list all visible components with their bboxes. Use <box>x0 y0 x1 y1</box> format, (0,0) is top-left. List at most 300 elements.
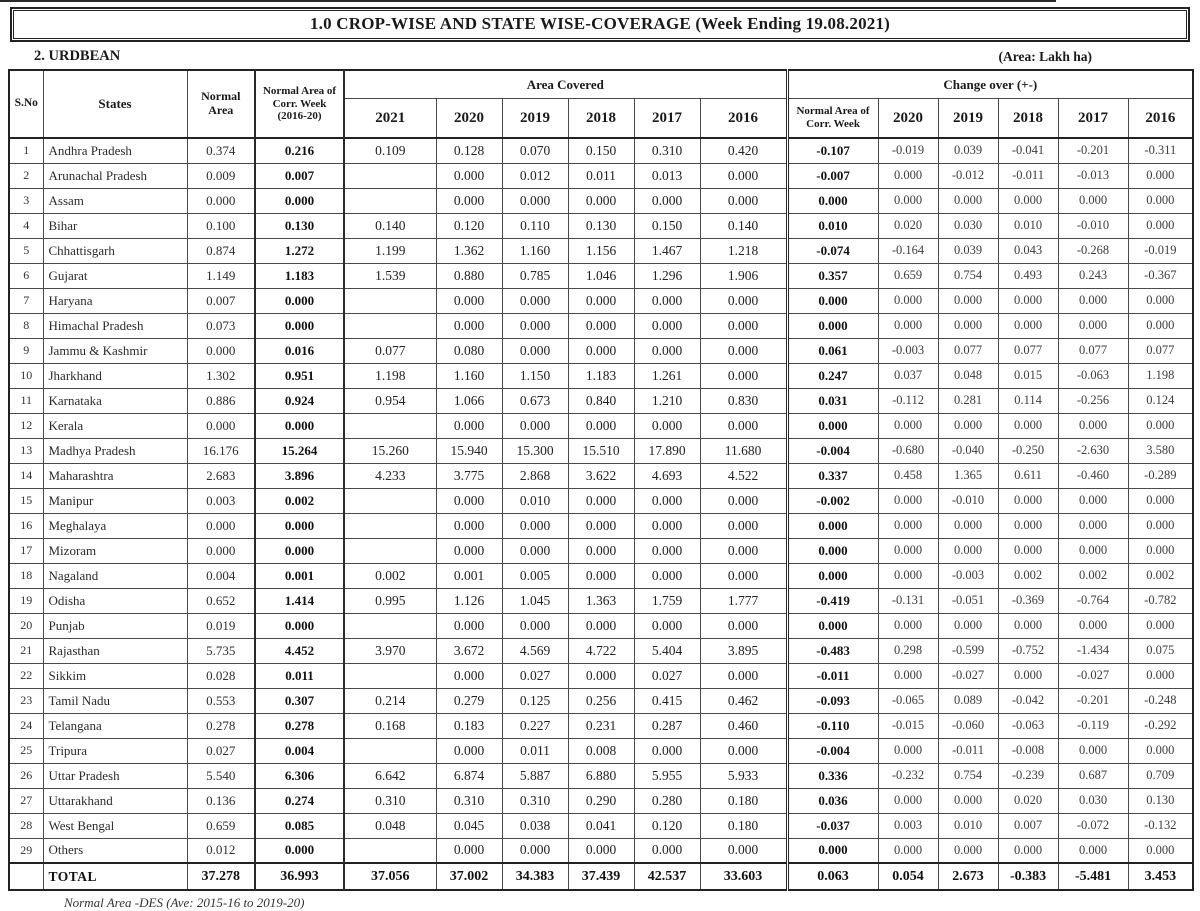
row-change-2019: 0.000 <box>938 313 998 338</box>
row-change-2019: -0.010 <box>938 488 998 513</box>
row-change-2019: -0.011 <box>938 738 998 763</box>
row-normal-area: 0.000 <box>187 513 255 538</box>
table-row <box>9 138 1193 163</box>
row-change-2019: 0.000 <box>938 538 998 563</box>
row-change-2018: -0.041 <box>998 138 1058 163</box>
row-corr-week-area: 0.924 <box>255 388 344 413</box>
row-area-2020: 0.000 <box>436 613 502 638</box>
row-change-corr-week: -0.004 <box>787 738 878 763</box>
row-area-2017: 1.296 <box>634 263 700 288</box>
row-area-2021 <box>344 513 436 538</box>
row-state: Bihar <box>43 213 187 238</box>
row-change-2018: 0.000 <box>998 413 1058 438</box>
row-sno: 10 <box>9 363 43 388</box>
row-change-2017: 0.243 <box>1058 263 1128 288</box>
header-normal-area: Normal Area <box>187 70 255 138</box>
table-row <box>9 438 1193 463</box>
row-area-2018: 15.510 <box>568 438 634 463</box>
row-change-2020: -0.164 <box>878 238 938 263</box>
row-normal-area: 0.100 <box>187 213 255 238</box>
row-area-2018: 0.000 <box>568 663 634 688</box>
table-row <box>9 638 1193 663</box>
row-area-2017: 0.000 <box>634 738 700 763</box>
row-change-2017: -2.630 <box>1058 438 1128 463</box>
row-change-2020: -0.003 <box>878 338 938 363</box>
row-area-2021: 0.002 <box>344 563 436 588</box>
header-area-2017: 2017 <box>634 99 700 139</box>
row-area-2019: 0.011 <box>502 738 568 763</box>
row-change-corr-week: 0.337 <box>787 463 878 488</box>
row-area-2016: 0.000 <box>700 363 787 388</box>
row-area-2018: 0.000 <box>568 563 634 588</box>
row-area-2016: 4.522 <box>700 463 787 488</box>
table-header <box>9 70 1193 138</box>
row-normal-area: 0.136 <box>187 788 255 813</box>
row-area-2020: 0.000 <box>436 188 502 213</box>
row-change-2019: 0.030 <box>938 213 998 238</box>
row-area-2021: 4.233 <box>344 463 436 488</box>
row-sno: 28 <box>9 813 43 838</box>
header-change-2020: 2020 <box>878 99 938 139</box>
row-change-2018: 0.007 <box>998 813 1058 838</box>
row-area-2017: 0.013 <box>634 163 700 188</box>
row-area-2018: 1.363 <box>568 588 634 613</box>
row-area-2019: 0.110 <box>502 213 568 238</box>
total-label: TOTAL <box>43 863 187 890</box>
table-row <box>9 613 1193 638</box>
table-row <box>9 288 1193 313</box>
row-change-corr-week: 0.061 <box>787 338 878 363</box>
row-state: Nagaland <box>43 563 187 588</box>
row-change-2016: 0.002 <box>1128 563 1193 588</box>
row-change-2017: 0.000 <box>1058 538 1128 563</box>
row-area-2018: 3.622 <box>568 463 634 488</box>
row-change-corr-week: 0.000 <box>787 838 878 863</box>
row-corr-week-area: 6.306 <box>255 763 344 788</box>
row-area-2020: 1.160 <box>436 363 502 388</box>
row-change-2018: 0.000 <box>998 838 1058 863</box>
row-change-2020: 0.000 <box>878 838 938 863</box>
scan-artifact-line <box>0 0 1056 2</box>
row-sno: 24 <box>9 713 43 738</box>
row-area-2020: 0.120 <box>436 213 502 238</box>
row-sno: 20 <box>9 613 43 638</box>
row-change-2020: 0.458 <box>878 463 938 488</box>
row-change-corr-week: -0.483 <box>787 638 878 663</box>
row-area-2018: 4.722 <box>568 638 634 663</box>
row-area-2017: 0.000 <box>634 188 700 213</box>
row-change-2018: 0.493 <box>998 263 1058 288</box>
row-normal-area: 1.302 <box>187 363 255 388</box>
row-change-2020: 0.000 <box>878 163 938 188</box>
row-normal-area: 5.540 <box>187 763 255 788</box>
row-area-2021: 0.954 <box>344 388 436 413</box>
row-change-2019: 0.000 <box>938 413 998 438</box>
row-area-2016: 5.933 <box>700 763 787 788</box>
row-area-2017: 0.000 <box>634 288 700 313</box>
row-change-2016: 0.130 <box>1128 788 1193 813</box>
row-area-2016: 0.000 <box>700 313 787 338</box>
row-change-2016: -0.019 <box>1128 238 1193 263</box>
row-area-2018: 0.000 <box>568 338 634 363</box>
row-area-2021: 3.970 <box>344 638 436 663</box>
row-change-2016: 0.000 <box>1128 538 1193 563</box>
row-change-2018: 0.000 <box>998 488 1058 513</box>
row-area-2016: 0.000 <box>700 613 787 638</box>
row-area-2017: 1.261 <box>634 363 700 388</box>
row-area-2018: 0.000 <box>568 313 634 338</box>
row-area-2018: 0.000 <box>568 413 634 438</box>
row-area-2019: 0.012 <box>502 163 568 188</box>
row-change-2017: 0.030 <box>1058 788 1128 813</box>
row-area-2020: 3.672 <box>436 638 502 663</box>
row-state: Uttarakhand <box>43 788 187 813</box>
row-change-corr-week: 0.010 <box>787 213 878 238</box>
row-area-2020: 6.874 <box>436 763 502 788</box>
row-area-2017: 5.955 <box>634 763 700 788</box>
row-area-2020: 0.000 <box>436 413 502 438</box>
row-change-2016: 0.709 <box>1128 763 1193 788</box>
row-change-2020: 0.000 <box>878 488 938 513</box>
row-area-2019: 0.785 <box>502 263 568 288</box>
row-change-2016: 0.000 <box>1128 738 1193 763</box>
table-row <box>9 538 1193 563</box>
row-change-2018: -0.063 <box>998 713 1058 738</box>
header-area-2016: 2016 <box>700 99 787 139</box>
row-change-2019: 0.754 <box>938 763 998 788</box>
row-change-corr-week: 0.000 <box>787 513 878 538</box>
row-area-2020: 0.310 <box>436 788 502 813</box>
row-area-2020: 0.000 <box>436 313 502 338</box>
row-change-2016: 0.075 <box>1128 638 1193 663</box>
footer-note: Normal Area -DES (Ave: 2015-16 to 2019-20) <box>64 895 305 910</box>
row-area-2020: 0.183 <box>436 713 502 738</box>
row-state: Andhra Pradesh <box>43 138 187 163</box>
row-corr-week-area: 0.000 <box>255 613 344 638</box>
row-area-2020: 1.066 <box>436 388 502 413</box>
row-change-2019: 0.089 <box>938 688 998 713</box>
row-area-2021 <box>344 613 436 638</box>
row-state: Tamil Nadu <box>43 688 187 713</box>
table-row <box>9 388 1193 413</box>
row-normal-area: 0.073 <box>187 313 255 338</box>
row-change-2016: 0.000 <box>1128 663 1193 688</box>
header-sno: S.No <box>9 70 43 138</box>
row-change-2017: 0.687 <box>1058 763 1128 788</box>
row-change-2018: 0.077 <box>998 338 1058 363</box>
table-row <box>9 588 1193 613</box>
row-change-2016: -0.289 <box>1128 463 1193 488</box>
row-area-2017: 0.000 <box>634 488 700 513</box>
row-area-2017: 1.759 <box>634 588 700 613</box>
row-area-2018: 0.150 <box>568 138 634 163</box>
row-change-2018: 0.000 <box>998 288 1058 313</box>
row-area-2020: 0.000 <box>436 513 502 538</box>
report-title-box <box>10 7 1190 42</box>
row-change-2017: 0.000 <box>1058 513 1128 538</box>
row-change-2019: 0.000 <box>938 838 998 863</box>
row-sno: 7 <box>9 288 43 313</box>
row-area-2021: 0.214 <box>344 688 436 713</box>
row-area-2020: 1.126 <box>436 588 502 613</box>
row-change-corr-week: 0.000 <box>787 188 878 213</box>
row-change-2019: 0.010 <box>938 813 998 838</box>
row-area-2016: 11.680 <box>700 438 787 463</box>
row-area-2017: 0.000 <box>634 838 700 863</box>
row-sno: 17 <box>9 538 43 563</box>
row-area-2016: 1.906 <box>700 263 787 288</box>
row-area-2016: 0.140 <box>700 213 787 238</box>
row-change-2019: 0.000 <box>938 613 998 638</box>
row-area-2021 <box>344 488 436 513</box>
row-sno: 18 <box>9 563 43 588</box>
row-area-2019: 1.150 <box>502 363 568 388</box>
row-area-2017: 0.280 <box>634 788 700 813</box>
coverage-table <box>8 69 1194 891</box>
row-change-2020: 0.000 <box>878 513 938 538</box>
row-area-2019: 0.000 <box>502 338 568 363</box>
table-row <box>9 363 1193 388</box>
row-area-2019: 0.000 <box>502 188 568 213</box>
row-area-2017: 0.000 <box>634 563 700 588</box>
row-change-2019: -0.003 <box>938 563 998 588</box>
row-normal-area: 37.278 <box>187 863 255 890</box>
header-change-corr-week: Normal Area of Corr. Week <box>787 99 878 139</box>
row-area-2021: 0.168 <box>344 713 436 738</box>
row-normal-area: 1.149 <box>187 263 255 288</box>
table-body <box>9 138 1193 890</box>
row-change-corr-week: 0.000 <box>787 613 878 638</box>
row-normal-area: 0.874 <box>187 238 255 263</box>
row-area-2018: 1.156 <box>568 238 634 263</box>
table-row <box>9 488 1193 513</box>
row-area-2021: 37.056 <box>344 863 436 890</box>
row-area-2016: 0.000 <box>700 163 787 188</box>
row-state: Chhattisgarh <box>43 238 187 263</box>
row-change-corr-week: -0.093 <box>787 688 878 713</box>
row-change-corr-week: -0.004 <box>787 438 878 463</box>
row-change-2019: -0.051 <box>938 588 998 613</box>
table-total-row <box>9 863 1193 890</box>
row-change-2019: 0.000 <box>938 788 998 813</box>
row-corr-week-area: 0.216 <box>255 138 344 163</box>
row-change-2018: 0.015 <box>998 363 1058 388</box>
row-area-2020: 3.775 <box>436 463 502 488</box>
row-change-2017: -5.481 <box>1058 863 1128 890</box>
row-change-2016: 0.000 <box>1128 613 1193 638</box>
row-area-2020: 0.001 <box>436 563 502 588</box>
row-change-2016: -0.311 <box>1128 138 1193 163</box>
row-normal-area: 0.000 <box>187 338 255 363</box>
row-area-2020: 0.000 <box>436 163 502 188</box>
table-row <box>9 338 1193 363</box>
row-change-2020: -0.232 <box>878 763 938 788</box>
row-area-2021 <box>344 163 436 188</box>
row-area-2020: 1.362 <box>436 238 502 263</box>
row-normal-area: 2.683 <box>187 463 255 488</box>
row-area-2021: 0.140 <box>344 213 436 238</box>
row-state: Maharashtra <box>43 463 187 488</box>
row-area-2017: 1.467 <box>634 238 700 263</box>
row-corr-week-area: 0.130 <box>255 213 344 238</box>
row-change-2017: -0.072 <box>1058 813 1128 838</box>
row-state: Jammu & Kashmir <box>43 338 187 363</box>
row-corr-week-area: 0.000 <box>255 188 344 213</box>
row-change-2017: 0.000 <box>1058 188 1128 213</box>
row-change-corr-week: 0.000 <box>787 313 878 338</box>
row-area-2020: 0.000 <box>436 488 502 513</box>
header-change-2019: 2019 <box>938 99 998 139</box>
row-area-2019: 0.000 <box>502 413 568 438</box>
row-change-2017: 0.002 <box>1058 563 1128 588</box>
row-change-2017: -0.013 <box>1058 163 1128 188</box>
row-state: Kerala <box>43 413 187 438</box>
row-area-2016: 0.000 <box>700 838 787 863</box>
row-corr-week-area: 0.274 <box>255 788 344 813</box>
row-corr-week-area: 1.183 <box>255 263 344 288</box>
row-change-2018: 0.611 <box>998 463 1058 488</box>
row-change-2017: -0.063 <box>1058 363 1128 388</box>
row-change-2017: 0.000 <box>1058 288 1128 313</box>
row-area-2019: 0.310 <box>502 788 568 813</box>
row-change-2018: -0.011 <box>998 163 1058 188</box>
row-area-2020: 0.000 <box>436 663 502 688</box>
table-row <box>9 213 1193 238</box>
row-normal-area: 0.000 <box>187 538 255 563</box>
row-change-2020: 0.659 <box>878 263 938 288</box>
row-change-corr-week: -0.419 <box>787 588 878 613</box>
row-area-2021: 0.310 <box>344 788 436 813</box>
row-area-2016: 0.830 <box>700 388 787 413</box>
row-state: Jharkhand <box>43 363 187 388</box>
row-change-2017: -0.201 <box>1058 138 1128 163</box>
row-area-2021 <box>344 738 436 763</box>
row-corr-week-area: 0.307 <box>255 688 344 713</box>
row-area-2018: 0.000 <box>568 838 634 863</box>
row-change-2018: -0.369 <box>998 588 1058 613</box>
row-normal-area: 0.000 <box>187 413 255 438</box>
row-state: Odisha <box>43 588 187 613</box>
row-change-2019: 0.039 <box>938 238 998 263</box>
row-sno: 25 <box>9 738 43 763</box>
header-change-2018: 2018 <box>998 99 1058 139</box>
row-area-2019: 0.000 <box>502 613 568 638</box>
row-area-2021 <box>344 663 436 688</box>
row-normal-area: 0.012 <box>187 838 255 863</box>
row-area-2021 <box>344 838 436 863</box>
row-normal-area: 0.027 <box>187 738 255 763</box>
row-area-2020: 0.880 <box>436 263 502 288</box>
row-change-2018: 0.114 <box>998 388 1058 413</box>
row-corr-week-area: 4.452 <box>255 638 344 663</box>
row-area-2018: 0.000 <box>568 513 634 538</box>
row-change-corr-week: -0.002 <box>787 488 878 513</box>
row-corr-week-area: 0.000 <box>255 513 344 538</box>
row-change-2017: 0.077 <box>1058 338 1128 363</box>
row-change-2020: 0.000 <box>878 188 938 213</box>
row-change-corr-week: 0.000 <box>787 538 878 563</box>
row-change-2020: 0.298 <box>878 638 938 663</box>
row-change-2016: 0.000 <box>1128 513 1193 538</box>
table-row <box>9 263 1193 288</box>
row-change-2019: 2.673 <box>938 863 998 890</box>
row-area-2019: 0.070 <box>502 138 568 163</box>
row-state: Assam <box>43 188 187 213</box>
row-area-2019: 1.045 <box>502 588 568 613</box>
row-change-2020: 0.000 <box>878 313 938 338</box>
row-area-2017: 0.027 <box>634 663 700 688</box>
row-change-corr-week: -0.007 <box>787 163 878 188</box>
row-area-2016: 0.420 <box>700 138 787 163</box>
table-row <box>9 163 1193 188</box>
row-change-2020: 0.020 <box>878 213 938 238</box>
row-change-2020: -0.112 <box>878 388 938 413</box>
row-change-2016: 0.077 <box>1128 338 1193 363</box>
row-change-2019: 0.048 <box>938 363 998 388</box>
row-normal-area: 0.553 <box>187 688 255 713</box>
row-state: Sikkim <box>43 663 187 688</box>
row-change-2020: 0.000 <box>878 563 938 588</box>
row-change-2017: -0.027 <box>1058 663 1128 688</box>
row-normal-area: 16.176 <box>187 438 255 463</box>
row-change-2016: 0.000 <box>1128 213 1193 238</box>
page-title: 1.0 CROP-WISE AND STATE WISE-COVERAGE (Week Ending 19.08.2021) <box>13 10 1187 39</box>
row-area-2016: 0.460 <box>700 713 787 738</box>
row-sno: 3 <box>9 188 43 213</box>
row-normal-area: 0.003 <box>187 488 255 513</box>
row-change-2016: -0.132 <box>1128 813 1193 838</box>
row-change-corr-week: -0.110 <box>787 713 878 738</box>
row-area-2017: 0.310 <box>634 138 700 163</box>
table-row <box>9 563 1193 588</box>
row-area-2016: 0.000 <box>700 738 787 763</box>
row-change-2017: 0.000 <box>1058 838 1128 863</box>
row-change-2017: 0.000 <box>1058 313 1128 338</box>
row-corr-week-area: 1.272 <box>255 238 344 263</box>
row-change-2020: 0.000 <box>878 538 938 563</box>
row-area-2017: 0.415 <box>634 688 700 713</box>
row-area-2016: 0.462 <box>700 688 787 713</box>
row-area-2021 <box>344 188 436 213</box>
row-change-2020: 0.000 <box>878 738 938 763</box>
row-normal-area: 0.374 <box>187 138 255 163</box>
row-corr-week-area: 0.000 <box>255 413 344 438</box>
row-change-corr-week: 0.000 <box>787 288 878 313</box>
row-sno: 9 <box>9 338 43 363</box>
row-area-2017: 42.537 <box>634 863 700 890</box>
row-area-2021: 1.539 <box>344 263 436 288</box>
row-corr-week-area: 0.000 <box>255 313 344 338</box>
header-area-2019: 2019 <box>502 99 568 139</box>
row-area-2018: 37.439 <box>568 863 634 890</box>
row-area-2016: 0.000 <box>700 513 787 538</box>
row-state: Madhya Pradesh <box>43 438 187 463</box>
row-change-2017: -0.201 <box>1058 688 1128 713</box>
row-state: Meghalaya <box>43 513 187 538</box>
row-area-2021: 15.260 <box>344 438 436 463</box>
row-change-2019: -0.027 <box>938 663 998 688</box>
row-normal-area: 0.659 <box>187 813 255 838</box>
header-change-2016: 2016 <box>1128 99 1193 139</box>
row-area-2019: 2.868 <box>502 463 568 488</box>
group-header-change-over: Change over (+-) <box>787 70 1193 99</box>
row-area-2018: 0.008 <box>568 738 634 763</box>
row-area-2017: 1.210 <box>634 388 700 413</box>
row-sno: 22 <box>9 663 43 688</box>
row-sno: 26 <box>9 763 43 788</box>
row-change-2019: -0.040 <box>938 438 998 463</box>
row-normal-area: 0.019 <box>187 613 255 638</box>
